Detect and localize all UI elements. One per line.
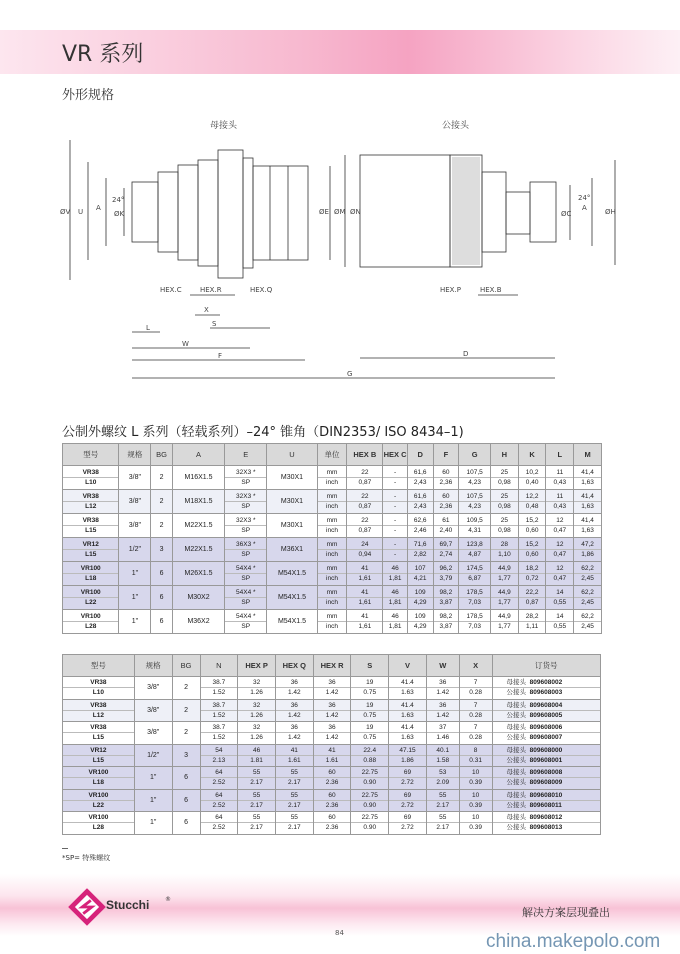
- dim-label: A: [582, 204, 587, 212]
- col-header: HEX B: [347, 444, 383, 466]
- table-cell: 10 0.39: [459, 812, 492, 835]
- dim-label: ØN: [350, 208, 361, 216]
- footnote-divider: [62, 848, 68, 849]
- table-cell: 62,6 2,46: [407, 514, 433, 538]
- table-cell: VR38 L10: [63, 677, 135, 700]
- table-cell: 36 1.42: [426, 677, 459, 700]
- table-cell: 7 0.28: [459, 677, 492, 700]
- table-cell: M36X2: [172, 610, 224, 634]
- table-cell: 6: [172, 767, 200, 790]
- table-cell: 32 1.26: [238, 677, 276, 700]
- table-cell: 53 2.09: [426, 767, 459, 790]
- table-cell: 44,9 1,77: [491, 610, 519, 634]
- table-cell: 41.4 1.63: [389, 722, 427, 745]
- table-row: [63, 677, 601, 700]
- table-cell: 10 0.39: [459, 789, 492, 812]
- table-cell: 64 2.52: [200, 812, 238, 835]
- col-header: BG: [151, 444, 173, 466]
- table-cell: 69,7 2,74: [433, 538, 459, 562]
- table-cell: 22 0,87: [347, 514, 383, 538]
- table-cell: 12,2 0,48: [518, 490, 546, 514]
- hex-label: HEX.B: [480, 286, 502, 294]
- table-cell: 41 1.61: [275, 744, 313, 767]
- col-header: W: [426, 655, 459, 677]
- coupling-drawing: [40, 110, 660, 410]
- table-cell: 22 0,87: [347, 466, 383, 490]
- male-label: 公接头: [442, 121, 470, 131]
- col-header: X: [459, 655, 492, 677]
- table-cell: mm inch: [317, 490, 347, 514]
- dimensions-table: [62, 443, 602, 634]
- table-cell: 12 0,47: [546, 514, 574, 538]
- table-cell: 178,5 7,03: [459, 586, 491, 610]
- table-cell: 174,5 6,87: [459, 562, 491, 586]
- table-cell: 2: [172, 677, 200, 700]
- table-cell: 1": [119, 610, 151, 634]
- col-header: G: [459, 444, 491, 466]
- table-cell: M30X1: [267, 466, 317, 490]
- dim-label: U: [78, 208, 84, 216]
- table-cell: 38.7 1.52: [200, 699, 238, 722]
- col-header: 规格: [134, 655, 172, 677]
- table-cell: 25 0,98: [491, 466, 519, 490]
- col-header: 规格: [119, 444, 151, 466]
- table-cell: M18X1.5: [172, 490, 224, 514]
- col-header: M: [574, 444, 602, 466]
- table-cell: 28,2 1,11: [518, 610, 546, 634]
- table-cell: 32X3 * SP: [225, 490, 267, 514]
- dim-label: A: [96, 204, 101, 212]
- table-row: [63, 538, 602, 562]
- table-cell: 41,4 1,63: [574, 514, 602, 538]
- table-row: [63, 812, 601, 835]
- table-cell: VR38 L10: [63, 466, 119, 490]
- table-cell: 36 1.42: [313, 699, 351, 722]
- table-cell: 109 4,29: [407, 610, 433, 634]
- table-cell: M30X2: [172, 586, 224, 610]
- table-cell: 69 2.72: [389, 789, 427, 812]
- table-cell: 19 0.75: [351, 699, 389, 722]
- table-cell: 母接头 809608000 公接头 809608001: [492, 744, 600, 767]
- table-cell: 10 0.39: [459, 767, 492, 790]
- dim-label: ØV: [60, 208, 71, 216]
- table-cell: 62,2 2,45: [574, 610, 602, 634]
- table-cell: 44,9 1,77: [491, 586, 519, 610]
- table-row: [63, 466, 602, 490]
- col-header: E: [225, 444, 267, 466]
- table-cell: 1/2": [119, 538, 151, 562]
- col-header: 单位: [317, 444, 347, 466]
- dim-label: ØM: [334, 208, 346, 216]
- table-cell: 55 2.17: [275, 812, 313, 835]
- table-cell: 46 1,81: [383, 586, 408, 610]
- table-row: [63, 722, 601, 745]
- table-cell: VR100 L18: [63, 562, 119, 586]
- col-header: L: [546, 444, 574, 466]
- table-row: [63, 767, 601, 790]
- table-cell: 1": [134, 812, 172, 835]
- table-cell: 3/8": [119, 490, 151, 514]
- table-cell: M54X1.5: [267, 610, 317, 634]
- table-cell: 62,2 2,45: [574, 586, 602, 610]
- table-cell: 61 2,40: [433, 514, 459, 538]
- table-cell: 62,2 2,45: [574, 562, 602, 586]
- table-cell: 3/8": [119, 466, 151, 490]
- table-cell: 19 0.75: [351, 722, 389, 745]
- table-cell: 64 2.52: [200, 767, 238, 790]
- table-cell: VR100 L22: [63, 789, 135, 812]
- table-cell: 98,2 3,87: [433, 586, 459, 610]
- table-cell: - -: [383, 490, 408, 514]
- table-cell: VR38 L15: [63, 722, 135, 745]
- table-cell: 1": [119, 562, 151, 586]
- table-cell: 69 2.72: [389, 812, 427, 835]
- table-cell: 41 1.61: [313, 744, 351, 767]
- table-cell: 11 0,43: [546, 490, 574, 514]
- length-label: F: [218, 352, 223, 360]
- table-cell: 46 1,81: [383, 562, 408, 586]
- table-cell: VR12 L15: [63, 538, 119, 562]
- table-cell: 109,5 4,31: [459, 514, 491, 538]
- table-cell: 6: [172, 789, 200, 812]
- table-cell: 41 1,61: [347, 586, 383, 610]
- table-cell: 22.4 0.88: [351, 744, 389, 767]
- dim-label: ØE: [319, 208, 329, 216]
- table-cell: 15,2 0,60: [518, 538, 546, 562]
- table-cell: 60 2,36: [433, 466, 459, 490]
- length-label: G: [347, 370, 353, 378]
- table-cell: mm inch: [317, 610, 347, 634]
- table-row: [63, 744, 601, 767]
- table-cell: 25 0,98: [491, 514, 519, 538]
- table-cell: 44,9 1,77: [491, 562, 519, 586]
- col-header: H: [491, 444, 519, 466]
- section-heading: 外形规格: [62, 88, 115, 103]
- table-cell: 107,5 4,23: [459, 490, 491, 514]
- table-cell: mm inch: [317, 514, 347, 538]
- table-cell: 1": [134, 767, 172, 790]
- table-cell: 38.7 1.52: [200, 722, 238, 745]
- table-cell: 54 2.13: [200, 744, 238, 767]
- table-cell: 60 2.36: [313, 812, 351, 835]
- table-cell: 母接头 809608012 公接头 809608013: [492, 812, 600, 835]
- table-cell: VR38 L12: [63, 490, 119, 514]
- length-label: W: [182, 340, 189, 348]
- table-cell: 22.75 0.90: [351, 767, 389, 790]
- table-cell: 61,6 2,43: [407, 490, 433, 514]
- table-cell: 2: [151, 514, 173, 538]
- col-header: HEX R: [313, 655, 351, 677]
- table-cell: 71,6 2,82: [407, 538, 433, 562]
- brand-name: Stucchi: [106, 898, 150, 912]
- table-cell: 54X4 * SP: [225, 586, 267, 610]
- table-cell: 41.4 1.63: [389, 677, 427, 700]
- table-cell: 41.4 1.63: [389, 699, 427, 722]
- table-cell: 3/8": [134, 722, 172, 745]
- table-cell: - -: [383, 538, 408, 562]
- table-cell: 12 0,47: [546, 562, 574, 586]
- table-cell: 123,8 4,87: [459, 538, 491, 562]
- table-cell: 41,4 1,63: [574, 490, 602, 514]
- table-cell: 3/8": [134, 677, 172, 700]
- table-cell: mm inch: [317, 586, 347, 610]
- knurl-band: [452, 157, 480, 265]
- table-cell: 19 0.75: [351, 677, 389, 700]
- table-cell: 母接头 809608004 公接头 809608005: [492, 699, 600, 722]
- table-cell: 107 4,21: [407, 562, 433, 586]
- table-cell: 1": [119, 586, 151, 610]
- table-cell: VR100 L28: [63, 812, 135, 835]
- col-header: HEX P: [238, 655, 276, 677]
- table-cell: 2: [172, 699, 200, 722]
- table-row: [63, 490, 602, 514]
- table-cell: VR38 L15: [63, 514, 119, 538]
- col-header: V: [389, 655, 427, 677]
- table-cell: 36 1.42: [275, 677, 313, 700]
- table-cell: mm inch: [317, 538, 347, 562]
- table-cell: 12 0,47: [546, 538, 574, 562]
- table-cell: 55 2.17: [275, 767, 313, 790]
- col-header: S: [351, 655, 389, 677]
- col-header: 型号: [63, 655, 135, 677]
- col-header: D: [407, 444, 433, 466]
- col-header: F: [433, 444, 459, 466]
- hex-label: HEX.R: [200, 286, 222, 294]
- table-cell: VR100 L18: [63, 767, 135, 790]
- table-cell: 22,2 0,87: [518, 586, 546, 610]
- table-cell: 3: [151, 538, 173, 562]
- table-cell: 2: [172, 722, 200, 745]
- table-cell: 46 1.81: [238, 744, 276, 767]
- table-cell: 母接头 809608010 公接头 809608011: [492, 789, 600, 812]
- col-header: K: [518, 444, 546, 466]
- table-cell: 7 0.28: [459, 699, 492, 722]
- table-cell: 2: [151, 490, 173, 514]
- table-cell: 41 1,61: [347, 610, 383, 634]
- table-cell: 28 1,10: [491, 538, 519, 562]
- table-cell: 32 1.26: [238, 699, 276, 722]
- table-cell: mm inch: [317, 466, 347, 490]
- dim-label: ØH: [605, 208, 616, 216]
- table-cell: 22.75 0.90: [351, 789, 389, 812]
- table-cell: 36 1.42: [426, 699, 459, 722]
- table-cell: M16X1.5: [172, 466, 224, 490]
- table-row: [63, 562, 602, 586]
- table-cell: 母接头 809608006 公接头 809608007: [492, 722, 600, 745]
- table-row: [63, 586, 602, 610]
- table-cell: 2: [151, 466, 173, 490]
- col-header: N: [200, 655, 238, 677]
- table-cell: 37 1.46: [426, 722, 459, 745]
- footnote: *SP= 特殊螺纹: [62, 854, 111, 862]
- table-cell: 38.7 1.52: [200, 677, 238, 700]
- brand-registered-mark: ®: [165, 896, 171, 903]
- table-cell: 25 0,98: [491, 490, 519, 514]
- table-cell: 8 0.31: [459, 744, 492, 767]
- table-cell: 24 0,94: [347, 538, 383, 562]
- table-cell: 55 2.17: [426, 789, 459, 812]
- table-cell: - -: [383, 514, 408, 538]
- table-cell: M22X1.5: [172, 538, 224, 562]
- dim-label: ØC: [561, 210, 572, 218]
- table-cell: 60 2,36: [433, 490, 459, 514]
- table-cell: M54X1.5: [267, 586, 317, 610]
- table-cell: M22X1.5: [172, 514, 224, 538]
- col-header: HEX C: [383, 444, 408, 466]
- col-header: 型号: [63, 444, 119, 466]
- table-cell: 47.15 1.86: [389, 744, 427, 767]
- table-cell: 18,2 0,72: [518, 562, 546, 586]
- hex-label: HEX.C: [160, 286, 182, 294]
- table-row: [63, 610, 602, 634]
- hex-label: HEX.P: [440, 286, 461, 294]
- table-cell: 60 2.36: [313, 767, 351, 790]
- table-cell: VR38 L12: [63, 699, 135, 722]
- table-cell: 36X3 * SP: [225, 538, 267, 562]
- table-cell: 母接头 809608002 公接头 809608003: [492, 677, 600, 700]
- table-cell: 6: [151, 586, 173, 610]
- table-cell: 178,5 7,03: [459, 610, 491, 634]
- table-cell: 36 1.42: [313, 722, 351, 745]
- table-cell: 14 0,55: [546, 586, 574, 610]
- table-row: [63, 789, 601, 812]
- table-cell: 22 0,87: [347, 490, 383, 514]
- length-label: D: [463, 350, 469, 358]
- table-cell: 61,6 2,43: [407, 466, 433, 490]
- table-cell: 6: [172, 812, 200, 835]
- table-cell: 32X3 * SP: [225, 466, 267, 490]
- table-cell: 36 1.42: [313, 677, 351, 700]
- table-cell: 32 1.26: [238, 722, 276, 745]
- table-cell: 36 1.42: [275, 722, 313, 745]
- table-title: 公制外螺纹 L 系列（轻载系列）–24° 锥角（DIN2353/ ISO 8434–1): [62, 425, 464, 440]
- table-cell: 54X4 * SP: [225, 610, 267, 634]
- table-cell: 1/2": [134, 744, 172, 767]
- table-cell: 107,5 4,23: [459, 466, 491, 490]
- col-header: A: [172, 444, 224, 466]
- stucchi-logo-icon: [68, 888, 106, 926]
- table-cell: 40.1 1.58: [426, 744, 459, 767]
- table-cell: 55 2.17: [275, 789, 313, 812]
- table-cell: 47,2 1,86: [574, 538, 602, 562]
- table-cell: 46 1,81: [383, 610, 408, 634]
- table-cell: 3/8": [134, 699, 172, 722]
- col-header: BG: [172, 655, 200, 677]
- table-row: [63, 514, 602, 538]
- table-cell: 15,2 0,60: [518, 514, 546, 538]
- table-cell: 母接头 809608008 公接头 809608009: [492, 767, 600, 790]
- length-label: S: [212, 320, 217, 328]
- table-cell: VR100 L22: [63, 586, 119, 610]
- tagline: 解决方案层现叠出: [522, 906, 610, 919]
- hex-label: HEX.Q: [250, 286, 273, 294]
- col-header: HEX Q: [275, 655, 313, 677]
- table-cell: 3: [172, 744, 200, 767]
- table-cell: 64 2.52: [200, 789, 238, 812]
- table-cell: 14 0,55: [546, 610, 574, 634]
- dim-label: 24°: [112, 196, 125, 204]
- length-label: L: [146, 324, 150, 332]
- table-row: [63, 699, 601, 722]
- page-title: VR 系列: [62, 42, 144, 67]
- table-cell: VR12 L15: [63, 744, 135, 767]
- table-cell: - -: [383, 466, 408, 490]
- table-cell: 22.75 0.90: [351, 812, 389, 835]
- table-cell: 55 2.17: [238, 767, 276, 790]
- table-cell: 55 2.17: [238, 789, 276, 812]
- table-cell: 6: [151, 562, 173, 586]
- table-cell: M30X1: [267, 514, 317, 538]
- dim-label: 24°: [578, 194, 591, 202]
- table-cell: 60 2.36: [313, 789, 351, 812]
- table-cell: 96,2 3,79: [433, 562, 459, 586]
- table-cell: 11 0,43: [546, 466, 574, 490]
- table-cell: 41 1,61: [347, 562, 383, 586]
- table-cell: 6: [151, 610, 173, 634]
- table-cell: 1": [134, 789, 172, 812]
- table-cell: M30X1: [267, 490, 317, 514]
- table-cell: M36X1: [267, 538, 317, 562]
- table-cell: M26X1.5: [172, 562, 224, 586]
- table-cell: 10,2 0,40: [518, 466, 546, 490]
- table-cell: VR100 L28: [63, 610, 119, 634]
- table-cell: 32X3 * SP: [225, 514, 267, 538]
- table-cell: 69 2.72: [389, 767, 427, 790]
- page-number: 84: [335, 929, 344, 937]
- table-cell: M54X1.5: [267, 562, 317, 586]
- table-cell: mm inch: [317, 562, 347, 586]
- table-cell: 36 1.42: [275, 699, 313, 722]
- table-cell: 41,4 1,63: [574, 466, 602, 490]
- female-tail: [132, 182, 158, 242]
- length-label: X: [204, 306, 209, 314]
- dim-label: ØK: [114, 210, 125, 218]
- table-cell: 55 2.17: [238, 812, 276, 835]
- order-table: [62, 654, 601, 835]
- table-cell: 109 4,29: [407, 586, 433, 610]
- table-cell: 55 2.17: [426, 812, 459, 835]
- female-label: 母接头: [210, 121, 238, 131]
- table-cell: 98,2 3,87: [433, 610, 459, 634]
- col-header: 订货号: [492, 655, 600, 677]
- col-header: U: [267, 444, 317, 466]
- table-cell: 54X4 * SP: [225, 562, 267, 586]
- table-cell: 3/8": [119, 514, 151, 538]
- watermark: china.makepolo.com: [486, 931, 661, 952]
- table-cell: 7 0.28: [459, 722, 492, 745]
